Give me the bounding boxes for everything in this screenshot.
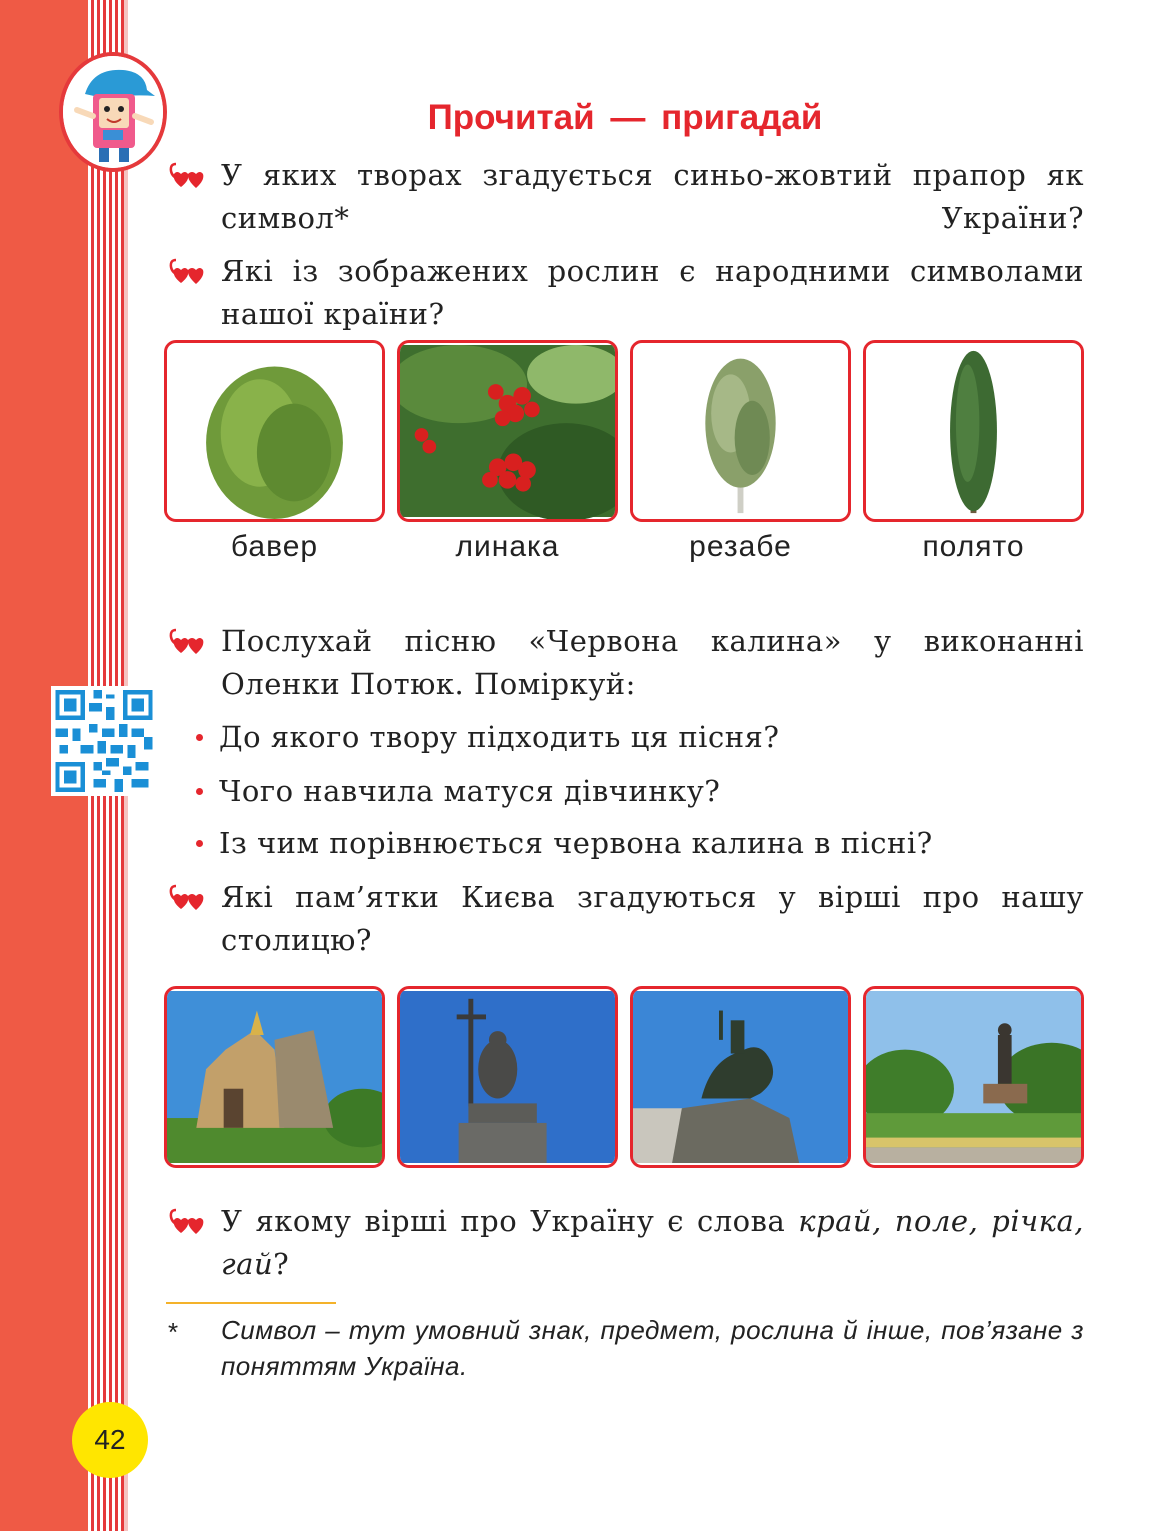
plant-label: полято	[922, 530, 1025, 563]
plant-label: бавер	[230, 530, 319, 563]
book-mascot-icon	[59, 52, 167, 172]
birch-image	[630, 340, 851, 522]
footnote-rule	[166, 1302, 336, 1304]
hearts-icon	[168, 882, 206, 914]
bullet-item: Із чим порівнюється червона калина в пісні?	[196, 822, 1076, 865]
page-title: Прочитай — пригадай	[427, 98, 823, 137]
question-text: Які пам’ятки Києва згадуються у вірші про нашу столицю?	[221, 880, 1084, 957]
page-number: 42	[72, 1402, 148, 1478]
poplar-image	[863, 340, 1084, 522]
hearts-icon	[168, 160, 206, 192]
golden-gate-image	[164, 986, 385, 1168]
shevchenko-park-image	[863, 986, 1084, 1168]
bullet-item: До якого твору підходить ця пісня?	[196, 716, 1076, 759]
plant-label: линака	[455, 530, 560, 563]
hearts-icon	[168, 626, 206, 658]
viburnum-image	[397, 340, 618, 522]
footnote-text: Символ – тут умовний знак, предмет, рослина й інше, пов’язане з поняттям Україна.	[221, 1315, 1084, 1381]
bullet-dot	[196, 840, 203, 847]
question-4	[168, 876, 1084, 962]
question-text: Послухай пісню «Червона калина» у виконанні Оленки Потюк. Поміркуй:	[221, 624, 1084, 701]
hearts-icon	[168, 1206, 206, 1238]
plant-cards	[164, 340, 1084, 522]
footnote-mark: *	[168, 1317, 179, 1347]
landmark-cards	[164, 986, 1084, 1168]
question-2	[168, 250, 1084, 336]
plant-label: резабе	[689, 530, 792, 563]
plant-labels	[164, 530, 1084, 564]
willow-image	[164, 340, 385, 522]
bullet-dot	[196, 734, 203, 741]
hearts-icon	[168, 256, 206, 288]
question-5	[168, 1200, 1084, 1286]
qr-code-icon[interactable]	[51, 686, 157, 796]
question-text: У яких творах згадується синьо-жовтий прапор як символ* України?	[221, 158, 1084, 235]
question-text: Які із зображених рослин є народними символами нашої країни?	[221, 254, 1084, 331]
khmelnytsky-monument-image	[630, 986, 851, 1168]
question-1	[168, 154, 1084, 240]
question-3	[168, 620, 1084, 706]
volodymyr-monument-image	[397, 986, 618, 1168]
question-text: У якому вірші про Україну є слова край, поле, річка, гай?	[221, 1204, 1084, 1281]
footnote	[168, 1312, 1084, 1384]
bullet-item: Чого навчила матуся дівчинку?	[196, 770, 1076, 813]
bullet-dot	[196, 788, 203, 795]
